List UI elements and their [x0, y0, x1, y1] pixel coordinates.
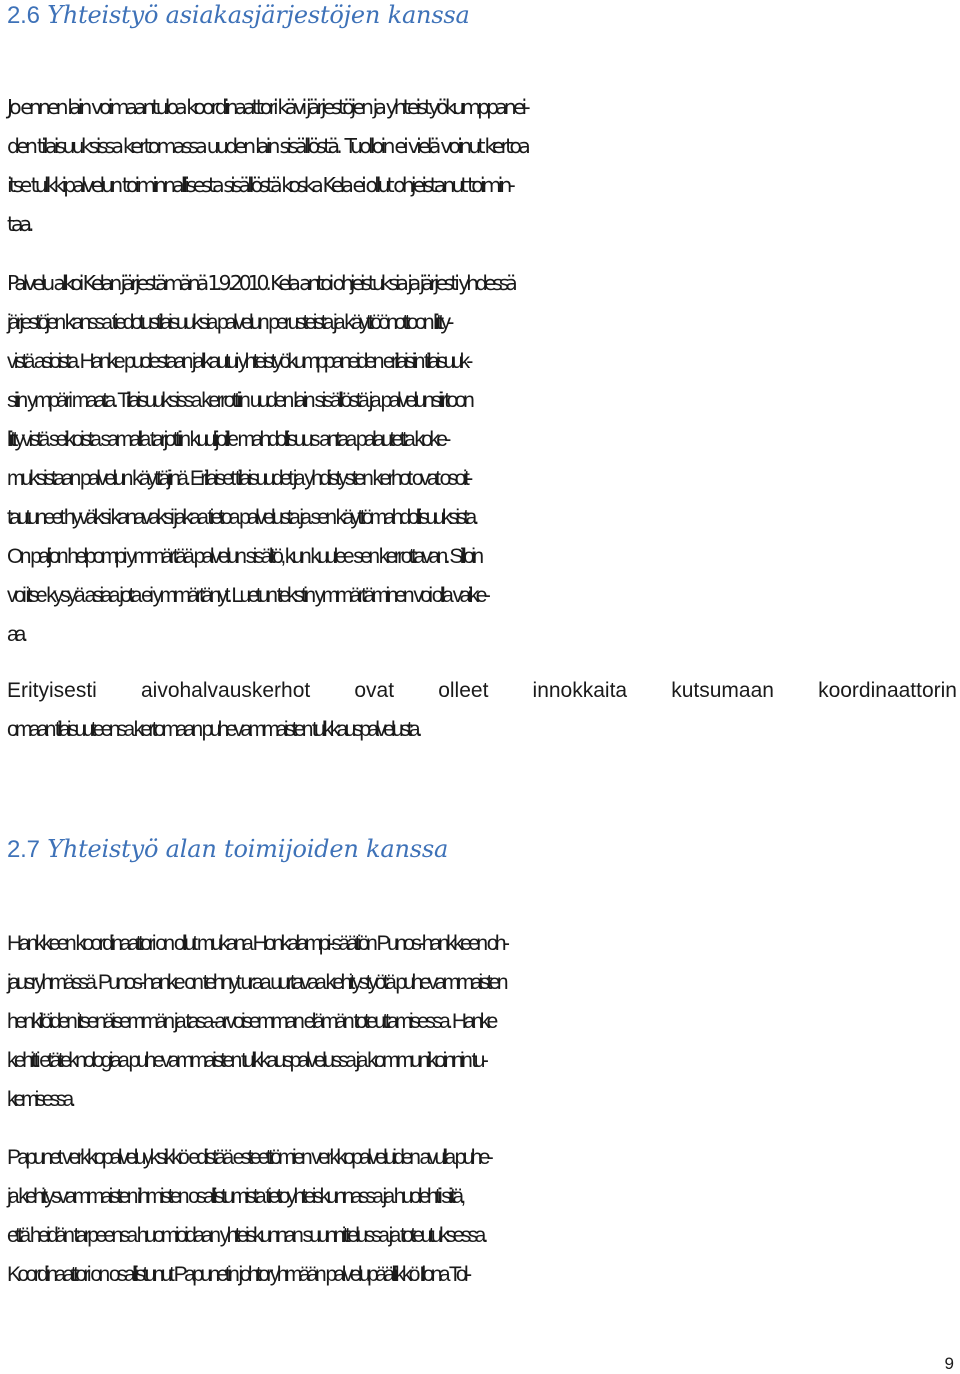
section-number: 2.6: [7, 2, 40, 29]
section-title: Yhteistyö asiakasjärjestöjen kanssa: [47, 1, 470, 29]
text-line: siin ympäri maata. Tilaisuuksissa kerrottiin uuden lain sisällöstä ja palvelunsiirtoon: [7, 389, 472, 412]
text-line: järjestöjen kanssa tiedotustilaisuuksia palvelun perusteista ja käyttöönottoon liitty-: [7, 311, 451, 334]
section-heading-2-6: [7, 0, 470, 31]
page-number: 9: [944, 1354, 954, 1373]
text-line: omaan tilaisuuteensa kertomaan puhevammaisten tulkkauspalvelusta.: [7, 718, 420, 741]
paragraph: [7, 924, 959, 1119]
section-heading-2-7: [7, 832, 448, 867]
text-line: Erityisesti aivohalvauskerhot ovat olleet innokkaita kutsumaan koordinaattorin: [7, 679, 957, 702]
text-line: voi itse kysyä asiaa jota ei ymmärtänyt. Luetun tekstin ymmärtäminen voi olla vaike-: [7, 584, 488, 607]
text-line: itse tulkkipalvelun toiminnallisesta sisällöstä koska Kela ei ollut ohjeistanut toimin-: [7, 173, 512, 197]
paragraph: [7, 1138, 959, 1294]
text-line: On paljon helpompi ymmärtää palvelun sisältö, kun kuulee sen kerrottavan. Silloin: [7, 545, 481, 568]
text-line: ja kehitysvammaisten ihmisten osallistumista tietoyhteiskunnassa ja huolehtii siitä,: [7, 1185, 463, 1208]
text-line: Koordinaattori on osallistunut Papunetin johtoryhmään palvelupäällikkö Ilona Tol-: [7, 1263, 469, 1286]
text-line: muksistaan palvelun käyttäjinä. Erilaiset tilaisuudet ja yhdistysten kerhot ovat osoit-: [7, 467, 470, 490]
section-number: 2.7: [7, 836, 40, 863]
paragraph: [7, 264, 959, 654]
paragraph: [7, 671, 959, 749]
text-line: liittyvistä seikoista samalla tarjottiin kuulijoille mahdollisuus antaa palautetta koke-: [7, 428, 448, 451]
section-title: Yhteistyö alan toimijoiden kanssa: [47, 835, 449, 863]
text-line: Palvelu alkoi Kelan järjestämänä 1.9.2010. Kela antoi ohjeistuksia ja järjesti yhdessä: [7, 271, 514, 295]
text-line: taa.: [7, 212, 31, 236]
text-line: kehitti etäteknologiaa puhevammaisten tulkkauspalvelussa ja kommunikoinnin tu-: [7, 1049, 486, 1072]
text-line: että heidän tarpeensa huomioidaan yhteiskunnan suunnittelussa ja toteutuksessa.: [7, 1224, 485, 1247]
paragraph: [7, 88, 959, 244]
text-line: den tilaisuuksissa kertomassa uuden lain sisällöstä. Tuolloin ei vielä voinut kertoa: [7, 134, 527, 158]
text-line: Hankkeen koordinaattori on ollut mukana Honkalampi-säätiön Punos-hankkeen oh-: [7, 932, 507, 955]
text-line: jausryhmässä. Punos-hanke on tehnyt uraa uurtavaa kehitystyötä puhevammaisten: [7, 971, 505, 994]
text-line: henkilöiden itsenäisemmän ja tasa-arvoisemman elämän toteuttamisessa. Hanke: [7, 1010, 495, 1033]
text-line: vistä asioista. Hanke puolestaan jalkautui yhteistyökumppaneiden erilaisiin tilaisuuk-: [7, 350, 470, 373]
text-line: Papunet verkkopalveluyksikkö edistää esteettömien verkkopalveluiden avulla puhe-: [7, 1146, 491, 1169]
text-line: kemisessa.: [7, 1088, 73, 1111]
text-line: tautuneet hyväksi kanavaksi jakaa tietoa palvelusta ja sen käyttömahdollisuuksista.: [7, 506, 476, 529]
text-line: Jo ennen lain voimaantuloa koordinaattori kävi järjestöjen ja yhteistyökumppanei-: [7, 95, 527, 119]
text-line: aa.: [7, 623, 25, 646]
